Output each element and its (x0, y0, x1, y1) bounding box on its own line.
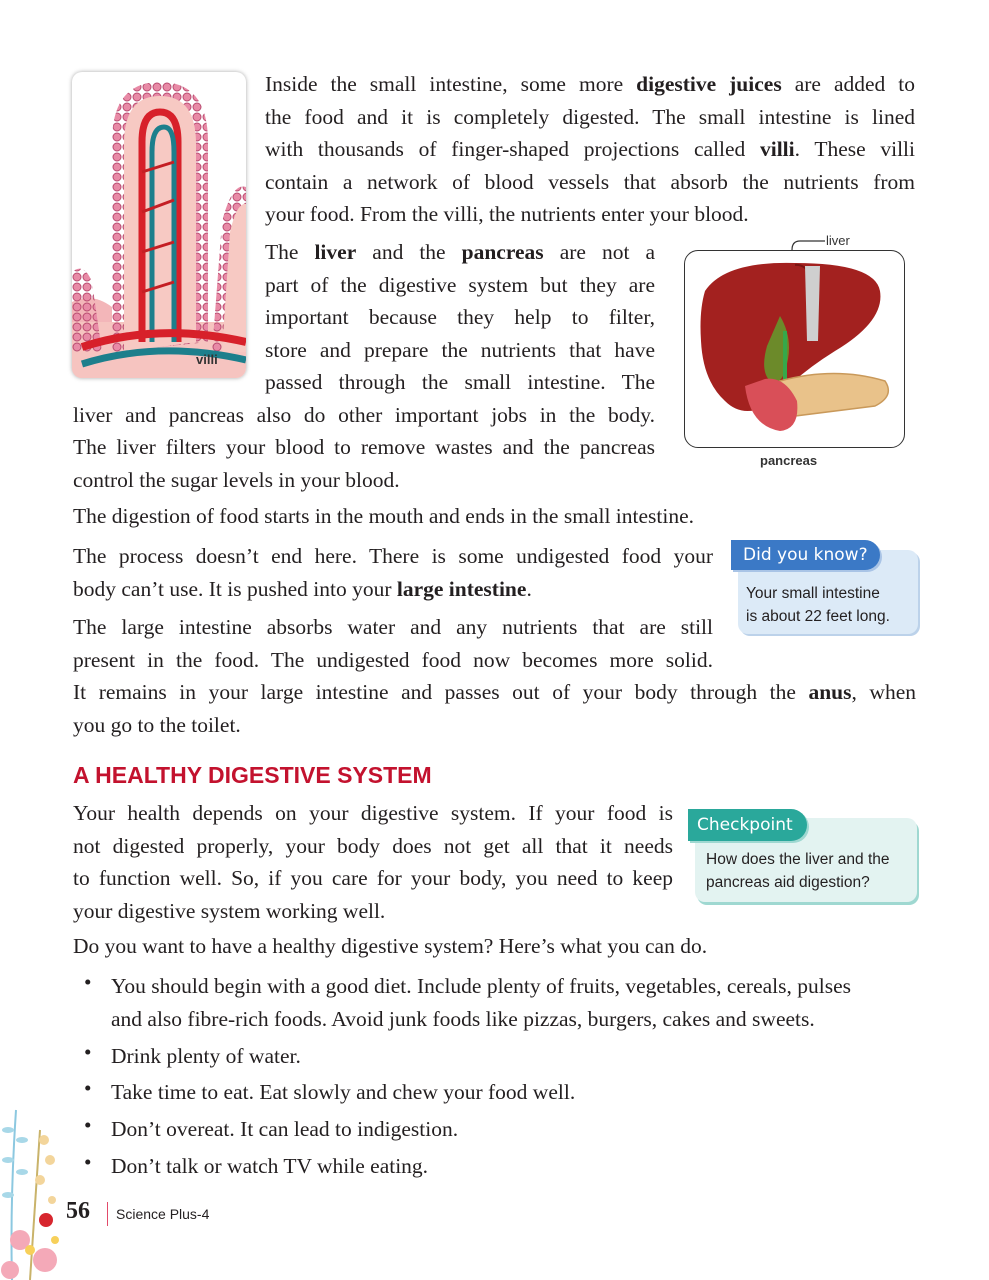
checkpoint-title: Checkpoint (688, 809, 807, 841)
text-line: not digested properly, your body does not get all that it needs (73, 833, 673, 858)
paragraph-digestion-summary: The digestion of food starts in the mouth and ends in the small intestine. (73, 504, 695, 528)
villi-figure (72, 72, 246, 378)
bold-term: villi (759, 137, 795, 161)
bullet-dot: • (84, 970, 92, 994)
tip-item (111, 1150, 919, 1183)
text-line: It remains in your large intestine and passes out of your body through the anus, when (73, 680, 916, 704)
liver-pancreas-illustration (685, 251, 904, 447)
text-line: body can’t use. It is pushed into your large intestine. (73, 576, 532, 601)
text-line: your digestive system working well. (73, 898, 386, 923)
text-line: to function well. So, if you care for your body, you need to keep (73, 866, 673, 890)
checkpoint-line: How does the liver and the (706, 851, 890, 868)
bold-term: large intestine (396, 576, 527, 601)
text-line: you go to the toilet. (73, 712, 241, 737)
paragraph-small-intestine (265, 68, 915, 231)
text-line: important because they help to filter, (265, 305, 655, 329)
text-line: The process doesn’t end here. There is some undigested food your (73, 544, 713, 568)
bold-term: anus (808, 680, 852, 704)
text-line: present in the food. The undigested food now becomes more solid. (73, 647, 713, 672)
tip-line: Don’t overeat. It can lead to indigestion. (111, 1117, 459, 1141)
tip-item (111, 970, 919, 1035)
bold-term: liver (314, 240, 357, 264)
text-line: store and prepare the nutrients that have (265, 337, 655, 362)
text-line: passed through the small intestine. The (265, 370, 655, 394)
bullet-dot: • (84, 1150, 92, 1174)
villi-illustration (72, 72, 246, 378)
tip-line: Take time to eat. Eat slowly and chew your food well. (111, 1080, 576, 1104)
text-line: Your health depends on your digestive system. If your food is (73, 801, 673, 825)
text-line: the food and it is completely digested. The small intestine is lined (265, 104, 915, 129)
bullet-dot: • (84, 1076, 92, 1100)
text-line: The liver filters your blood to remove wastes and the pancreas (73, 435, 655, 459)
page-number: 56 (66, 1198, 90, 1224)
pancreas-label: pancreas (760, 453, 818, 468)
tip-line: You should begin with a good diet. Include plenty of fruits, vegetables, cereals, pulses (111, 974, 852, 998)
did-you-know-line: is about 22 feet long. (746, 608, 890, 625)
text-line: Inside the small intestine, some more digestive juices are added to (265, 72, 915, 96)
tip-item (111, 1040, 919, 1073)
liver-label: liver (826, 233, 850, 248)
tip-item (111, 1076, 919, 1109)
book-title: Science Plus-4 (116, 1206, 210, 1222)
did-you-know-title: Did you know? (731, 540, 880, 570)
paragraph-undigested-food (73, 540, 713, 605)
section-heading: A HEALTHY DIGESTIVE SYSTEM (73, 762, 432, 788)
text-line: contain a network of blood vessels that absorb the nutrients from (265, 169, 915, 194)
tip-item (111, 1113, 919, 1146)
bullet-dot: • (84, 1113, 92, 1137)
tip-line: Don’t talk or watch TV while eating. (111, 1154, 429, 1178)
tip-line: and also fibre-rich foods. Avoid junk foods like pizzas, burgers, cakes and sweets. (111, 1006, 815, 1031)
footer-divider (107, 1202, 108, 1226)
text-line: your food. From the villi, the nutrients enter your blood. (265, 202, 749, 226)
floral-decoration (0, 1100, 70, 1280)
tip-line: Drink plenty of water. (111, 1044, 301, 1068)
text-line: with thousands of finger-shaped projections called villi. These villi (265, 137, 915, 161)
text-line: control the sugar levels in your blood. (73, 467, 400, 492)
paragraph-what-you-can-do: Do you want to have a healthy digestive system? Here’s what you can do. (73, 934, 708, 958)
paragraph-healthy-system (73, 797, 673, 927)
villi-label: villi (196, 352, 218, 367)
text-line: The liver and the pancreas are not a (265, 240, 656, 264)
bullet-dot: • (84, 1040, 92, 1064)
text-line: The large intestine absorbs water and any nutrients that are still (73, 615, 713, 639)
text-line: part of the digestive system but they are (265, 272, 655, 297)
checkpoint-text (706, 848, 916, 894)
did-you-know-line: Your small intestine (746, 585, 880, 602)
bold-term: pancreas (461, 240, 544, 264)
did-you-know-text (746, 582, 916, 628)
bold-term: digestive juices (636, 72, 782, 96)
liver-pancreas-figure (684, 250, 905, 448)
checkpoint-line: pancreas aid digestion? (706, 874, 870, 891)
text-line: liver and pancreas also do other important jobs in the body. (73, 402, 655, 427)
